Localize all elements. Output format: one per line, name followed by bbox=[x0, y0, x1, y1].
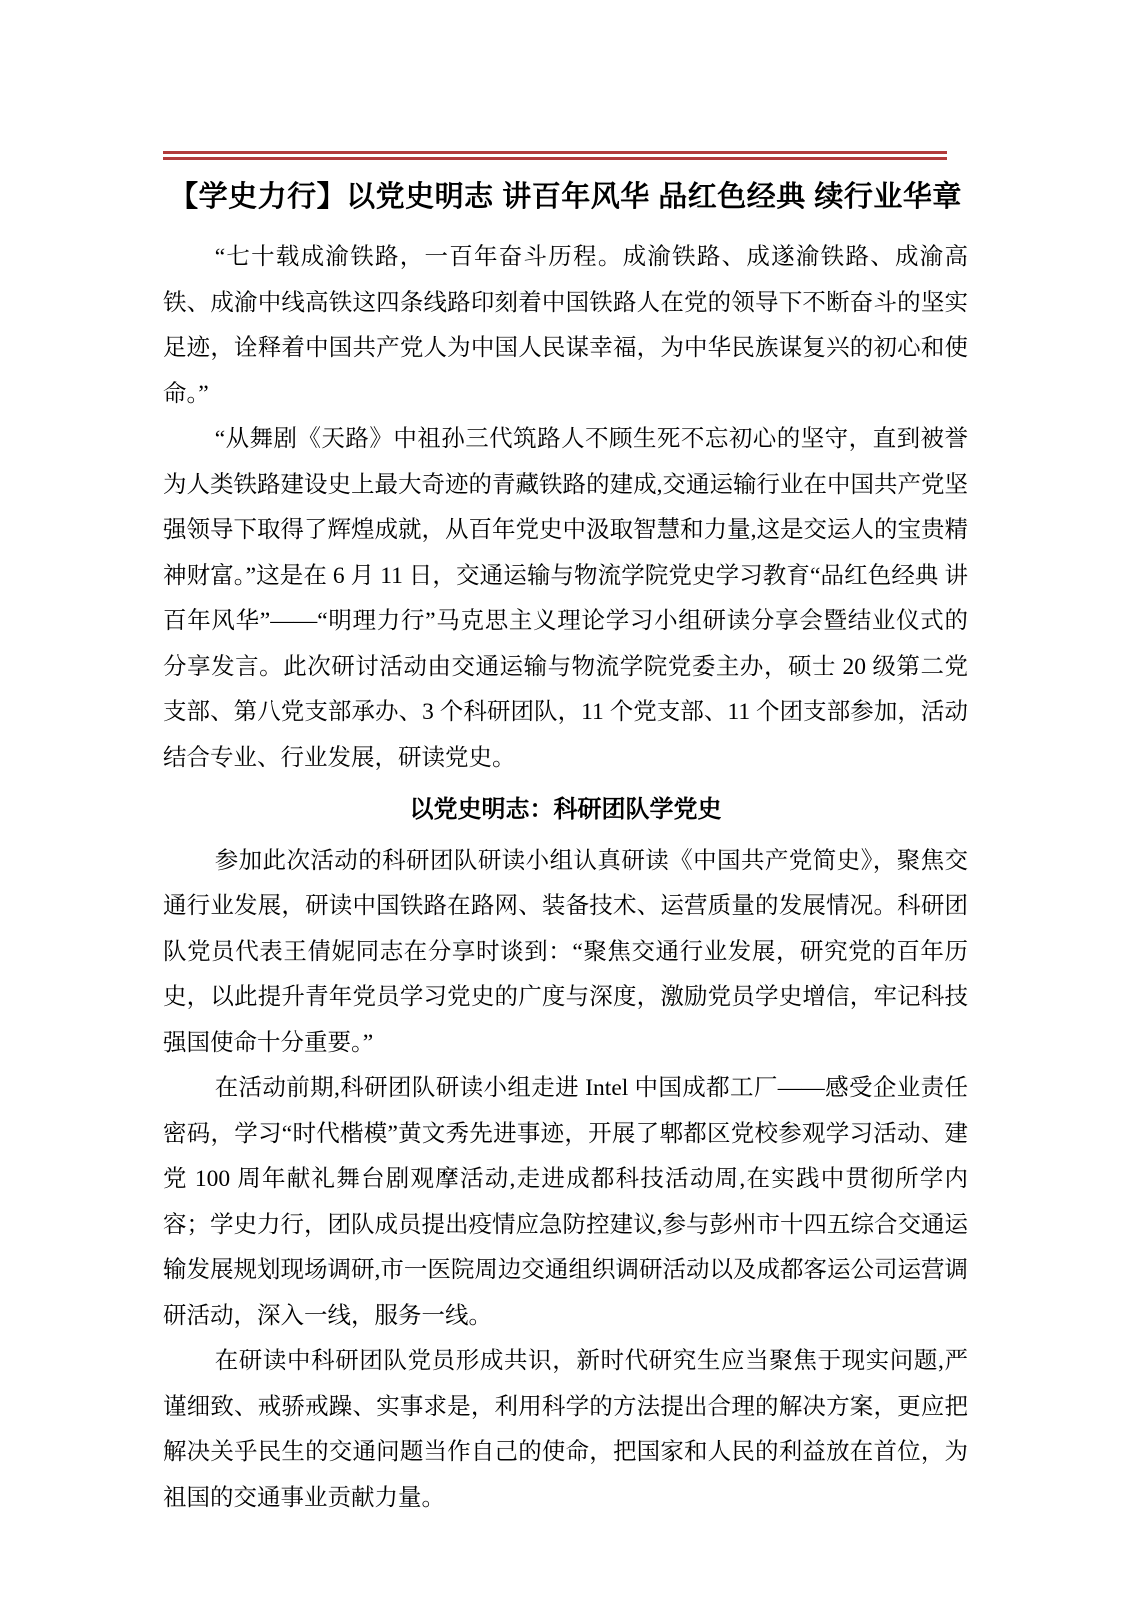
document-content bbox=[163, 151, 968, 1521]
section-paragraph-2: 在活动前期,科研团队研读小组走进 Intel 中国成都工厂——感受企业责任密码，学习“时代楷模”黄文秀先进事迹，开展了郫都区党校参观学习活动、建党 100 周年献礼舞台剧观摩活动,走进成都科技活动周,在实践中贯彻所学内容；学史力行，团队成员提出疫情应急防控建议,参与彭州市十四五综合交通运输发展规划现场调研,市一医院周边交通组织调研活动以及成都客运公司运营调研活动，深入一线，服务一线。 bbox=[163, 1075, 968, 1329]
intro-paragraph-2: “从舞剧《天路》中祖孙三代筑路人不顾生死不忘初心的坚守，直到被誉为人类铁路建设史上最大奇迹的青藏铁路的建成,交通运输行业在中国共产党坚强领导下取得了辉煌成就，从百年党史中汲取智慧和力量,这是交运人的宝贵精神财富。”这是在 6 月 11 日，交通运输与物流学院党史学习教育“品红色经典 讲百年风华”——“明理力行”马克思主义理论学习小组研读分享会暨结业仪式的分享发言。此次研讨活动由交通运输与物流学院党委主办，硕士 20 级第二党支部、第八党支部承办、3 个科研团队，11 个党支部、11 个团支部参加，活动结合专业、行业发展，研读党史。 bbox=[163, 426, 968, 771]
header-double-rule bbox=[163, 151, 947, 160]
section-heading: 以党史明志：科研团队学党史 bbox=[409, 796, 722, 823]
article-title: 【学史力行】以党史明志 讲百年风华 品红色经典 续行业华章 bbox=[169, 181, 962, 213]
section-paragraph-1: 参加此次活动的科研团队研读小组认真研读《中国共产党简史》，聚焦交通行业发展，研读中国铁路在路网、装备技术、运营质量的发展情况。科研团队党员代表王倩妮同志在分享时谈到：“聚焦交通行业发展，研究党的百年历史，以此提升青年党员学习党史的广度与深度，激励党员学史增信，牢记科技强国使命十分重要。” bbox=[163, 847, 968, 1056]
intro-paragraph-1: “七十载成渝铁路，一百年奋斗历程。成渝铁路、成遂渝铁路、成渝高铁、成渝中线高铁这四条线路印刻着中国铁路人在党的领导下不断奋斗的坚实足迹，诠释着中国共产党人为中国人民谋幸福，为中华民族谋复兴的初心和使命。” bbox=[163, 244, 968, 407]
section-paragraph-3: 在研读中科研团队党员形成共识，新时代研究生应当聚焦于现实问题,严谨细致、戒骄戒躁、实事求是，利用科学的方法提出合理的解决方案，更应把解决关乎民生的交通问题当作自己的使命，把国家和人民的利益放在首位，为祖国的交通事业贡献力量。 bbox=[163, 1348, 968, 1511]
